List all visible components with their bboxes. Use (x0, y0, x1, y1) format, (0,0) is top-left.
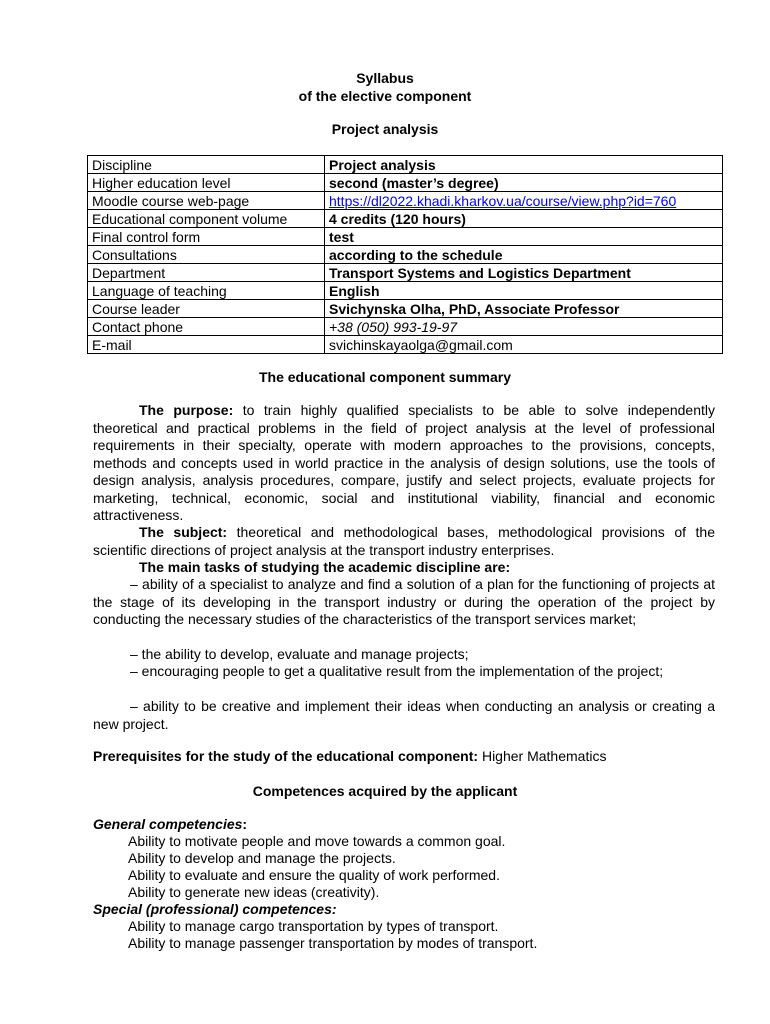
list-item: Ability to develop and manage the projects. (128, 850, 396, 866)
list-item: – ability to be creative and implement their ideas when conducting an analysis or creating a new project. (93, 698, 715, 732)
prerequisites-value: Higher Mathematics (478, 748, 607, 764)
row-label: Course leader (88, 300, 325, 318)
doc-subtitle: of the elective component (298, 88, 472, 104)
purpose-label: The purpose: (139, 402, 234, 418)
special-competences-heading: Special (professional) competences: (93, 901, 337, 917)
moodle-link[interactable]: https://dl2022.khadi.kharkov.ua/course/view.php?id=760 (325, 192, 723, 210)
list-item: Ability to generate new ideas (creativity). (128, 884, 380, 900)
list-item: Ability to manage cargo transportation by types of transport. (128, 918, 499, 934)
prerequisites-label: Prerequisites for the study of the educational component: (93, 748, 479, 764)
row-value: 4 credits (120 hours) (325, 210, 723, 228)
general-heading-text: General competencies (93, 816, 243, 832)
table-row (88, 318, 723, 336)
subject-text: theoretical and methodological bases, methodological provisions of the scientific directions of project analysis at the transport industry enterprises. (93, 524, 715, 558)
list-item: – encouraging people to get a qualitative result from the implementation of the project; (130, 663, 664, 679)
row-label: Consultations (88, 246, 325, 264)
table-row (88, 174, 723, 192)
row-label: Educational component volume (88, 210, 325, 228)
row-value: according to the schedule (325, 246, 723, 264)
table-row (88, 336, 723, 354)
table-row (88, 228, 723, 246)
table-row (88, 192, 723, 210)
table-row (88, 264, 723, 282)
summary-heading: The educational component summary (258, 369, 512, 385)
course-info-table (87, 155, 723, 354)
general-heading-colon: : (242, 816, 248, 832)
table-row (88, 246, 723, 264)
row-label: E-mail (88, 336, 325, 354)
table-row (88, 300, 723, 318)
list-item: Ability to manage passenger transportation by modes of transport. (128, 935, 538, 951)
purpose-paragraph (93, 402, 715, 525)
row-label: Department (88, 264, 325, 282)
list-item: Ability to motivate people and move towards a common goal. (128, 833, 506, 849)
purpose-text: to train highly qualified specialists to be able to solve independently theoretical and practical problems in the field of project analysis at the level of professional requirements in their specialty, operate with modern approaches to the provisions, concepts, methods and concepts used in world practice in the analysis of design solutions, use the tools of design analysis, analysis procedures, compare, justify and select projects, evaluate projects for marketing, technical, economic, social and institutional viability, financial and economic attractiveness. (93, 402, 715, 523)
row-label: Final control form (88, 228, 325, 246)
tasks-heading: The main tasks of studying the academic discipline are: (139, 559, 511, 575)
doc-title-syllabus: Syllabus (356, 70, 414, 86)
row-value: Transport Systems and Logistics Department (325, 264, 723, 282)
row-label: Higher education level (88, 174, 325, 192)
row-value: test (325, 228, 723, 246)
row-value: second (master’s degree) (325, 174, 723, 192)
row-value: English (325, 282, 723, 300)
row-value: Svichynska Olha, PhD, Associate Professor (325, 300, 723, 318)
table-row (88, 210, 723, 228)
contact-phone-value: +38 (050) 993-19-97 (325, 318, 723, 336)
table-row (88, 156, 723, 174)
row-label: Language of teaching (88, 282, 325, 300)
general-competencies-list (128, 833, 505, 901)
list-item: Ability to evaluate and ensure the quality of work performed. (128, 867, 500, 883)
subject-paragraph (93, 524, 715, 559)
table-row (88, 282, 723, 300)
row-value: Project analysis (325, 156, 723, 174)
list-item: – ability of a specialist to analyze and find a solution of a plan for the functioning of projects at the stage of its developing in the transport industry or during the operation of the project by conducting the necessary studies of the characteristics of the transport services market; (93, 576, 715, 627)
special-competences-list (128, 918, 537, 952)
email-value: svichinskayaolga@gmail.com (325, 336, 723, 354)
row-label: Contact phone (88, 318, 325, 336)
general-competencies-heading (93, 816, 247, 833)
course-title: Project analysis (331, 121, 439, 137)
list-item: – the ability to develop, evaluate and manage projects; (130, 646, 469, 662)
prerequisites-line (93, 747, 606, 765)
row-label: Discipline (88, 156, 325, 174)
subject-label: The subject: (139, 524, 228, 540)
competences-heading: Competences acquired by the applicant (252, 783, 518, 799)
row-label: Moodle course web-page (88, 192, 325, 210)
